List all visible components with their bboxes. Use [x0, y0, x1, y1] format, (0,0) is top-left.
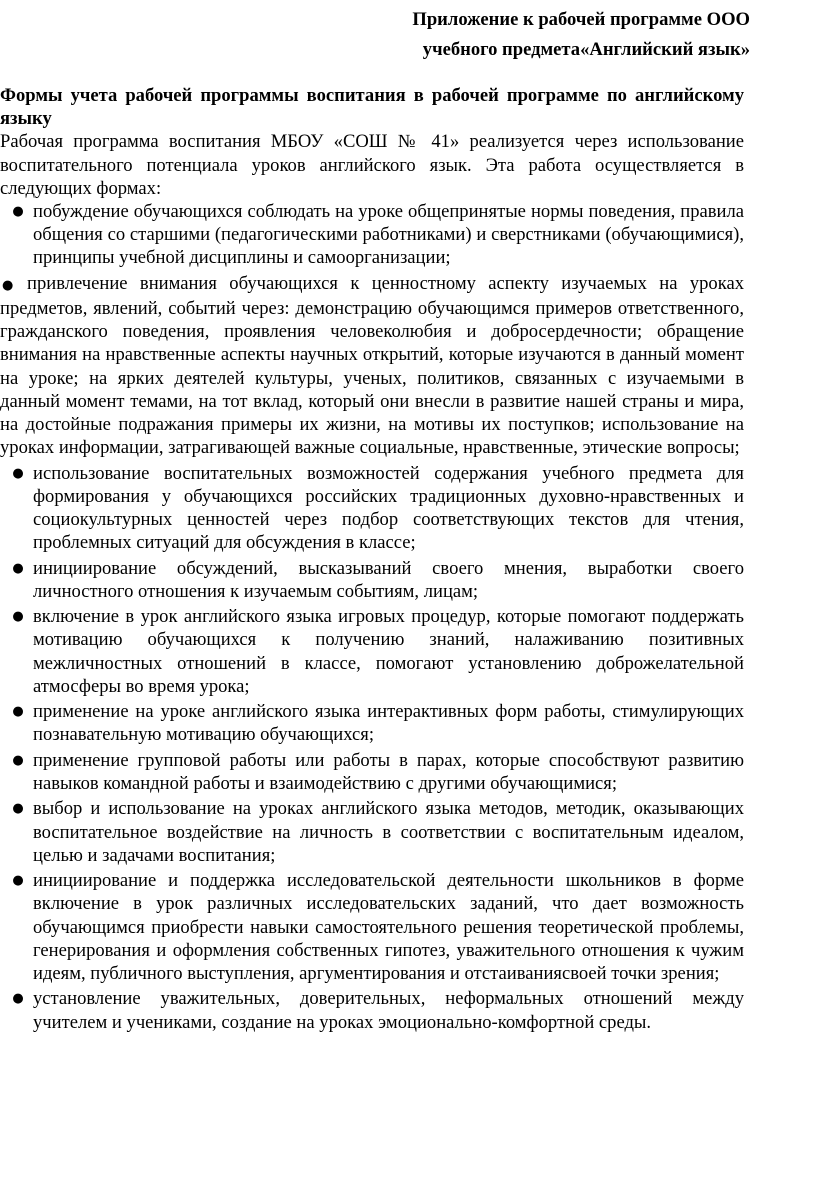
list-item-text: инициирование и поддержка исследовательской деятельности школьников в форме включение в урок различных исследовательских заданий, что дает возможность обучающимся приобрести навыки самостоятельного решения теоретической проблемы, генерирования и оформления собственных гипотез, уважительного отношения к чужим идеям, публичного выступления, аргументирования и отстаиваниясвоей точки зрения;	[33, 870, 744, 985]
list-item	[0, 200, 744, 270]
bullet-icon: ●	[12, 609, 24, 625]
list-item	[0, 557, 744, 603]
list-item-text: применение групповой работы или работы в парах, которые способствуют развитию навыков командной работы и взаимодействию с другими обучающимися;	[33, 749, 744, 795]
bullet-icon: ●	[12, 801, 24, 817]
intro-paragraph: Рабочая программа воспитания МБОУ «СОШ № 41» реализуется через использование воспитательного потенциала уроков английского язык. Эта работа осуществляется в следующих формах:	[0, 131, 744, 199]
bullet-icon: ●	[12, 873, 24, 889]
header-line-2: учебного предмета«Английский язык»	[422, 39, 750, 60]
document-body	[0, 84, 744, 1036]
list-item	[0, 987, 744, 1033]
list-item-text: инициирование обсуждений, высказываний своего мнения, выработки своего личностного отношения к изучаемым событиям, лицам;	[33, 557, 744, 602]
forms-list	[0, 200, 744, 1034]
list-item-text: использование воспитательных возможностей содержания учебного предмета для формирования у обучающихся российских традиционных духовно-нравственных и социокультурных ценностей через подбор соответствующих текстов для чтения, проблемных ситуаций для обсуждения в классе;	[33, 462, 744, 554]
list-item	[0, 700, 744, 746]
list-item-text: установление уважительных, доверительных, неформальных отношений между учителем и учениками, создание на уроках эмоционально-комфортной среды.	[33, 988, 744, 1033]
bullet-icon: ●	[12, 704, 24, 720]
list-item-text: выбор и использование на уроках английского языка методов, методик, оказывающих воспитательное воздействие на личность в соответствии с воспитательным идеалом, целью и задачами воспитания;	[33, 798, 744, 866]
list-item-text: привлечение внимания обучающихся к ценностному аспекту изучаемых на уроках предметов, явлений, событий через: демонстрацию обучающимся примеров ответственного, гражданского поведения, проявления человеколюбия и добросердечности; обращение внимания на нравственные аспекты научных открытий, которые изучаются в данный момент на уроке; на ярких деятелей культуры, ученых, политиков, связанных с изучаемыми в данный момент темами, на тот вклад, который они внесли в развитие нашей страны и мира, на достойные подражания примеры их жизни, на мотивы их поступков; использование на уроках информации, затрагивающей важные социальные, нравственные, этические вопросы;	[0, 272, 744, 459]
header-line-1: Приложение к рабочей программе ООО	[412, 9, 750, 30]
bullet-icon: ●	[12, 752, 24, 768]
list-item	[0, 605, 744, 698]
bullet-icon: ●	[12, 991, 24, 1007]
list-item	[0, 749, 744, 795]
list-item-text: включение в урок английского языка игровых процедур, которые помогают поддержать мотивацию обучающихся к получению знаний, налаживанию позитивных межличностных отношений в классе, помогают установлению доброжелательной атмосферы во время урока;	[33, 606, 744, 697]
list-item	[0, 462, 744, 555]
bullet-icon: ●	[12, 465, 24, 481]
bullet-icon: ●	[12, 204, 24, 220]
list-item	[0, 797, 744, 867]
bullet-icon: ●	[12, 560, 24, 576]
section-title: Формы учета рабочей программы воспитания в рабочей программе по английскому языку	[0, 85, 744, 130]
bullet-icon: ●	[2, 277, 14, 293]
list-item-text: побуждение обучающихся соблюдать на уроке общепринятые нормы поведения, правила общения со старшими (педагогическими работниками) и сверстниками (обучающимися), принципы учебной дисциплины и самоорганизации;	[33, 201, 744, 269]
list-item	[0, 869, 744, 985]
list-item-text: применение на уроке английского языка интерактивных форм работы, стимулирующих познавательную мотивацию обучающихся;	[33, 701, 744, 746]
list-item	[0, 272, 744, 460]
